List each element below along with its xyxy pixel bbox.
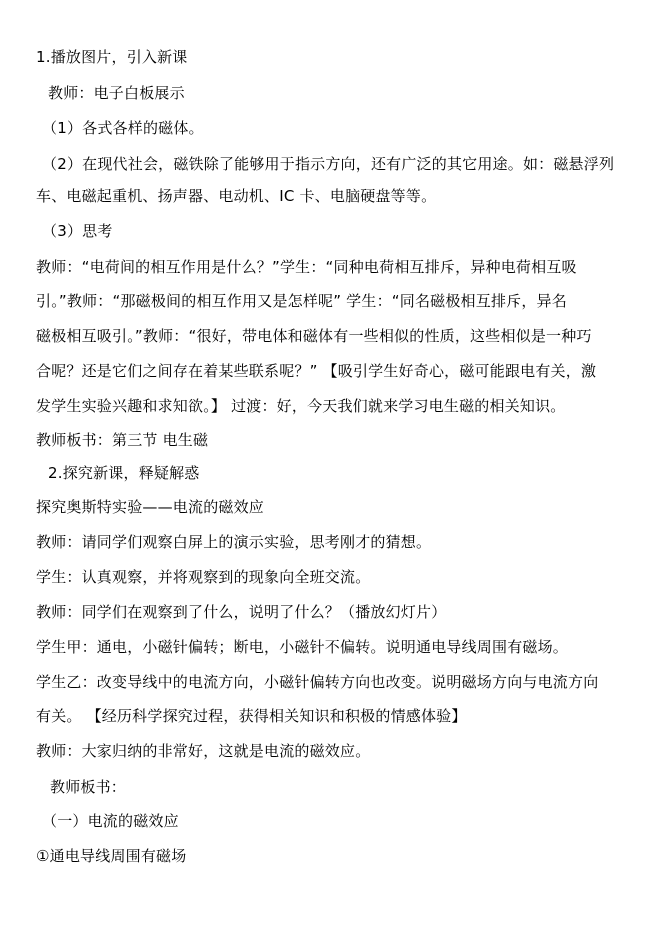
section-heading-2: 2.探究新课，释疑解惑 bbox=[48, 464, 200, 482]
paragraph-line: 学生：认真观察，并将观察到的现象向全班交流。 bbox=[36, 568, 371, 586]
list-item-circled-1: ①通电导线周围有磁场 bbox=[36, 847, 187, 865]
paragraph-line: 发学生实验兴趣和求知欲。】 过渡：好，今天我们就来学习电生磁的相关知识。 bbox=[36, 397, 566, 415]
paragraph-line: 有关。 【经历科学探究过程，获得相关知识和积极的情感体验】 bbox=[36, 707, 467, 725]
paragraph-line: 教师：大家归纳的非常好，这就是电流的磁效应。 bbox=[36, 742, 371, 760]
paragraph-line: 教师：“电荷间的相互作用是什么？”学生：“同种电荷相互排斥，异种电荷相互吸 bbox=[36, 258, 577, 276]
board-note: 教师板书：第三节 电生磁 bbox=[36, 431, 209, 449]
paragraph-line: 探究奥斯特实验——电流的磁效应 bbox=[36, 498, 265, 516]
list-item-2: （2）在现代社会，磁铁除了能够用于指示方向，还有广泛的其它用途。如：磁悬浮列 bbox=[42, 155, 615, 173]
paragraph-line: 学生乙：改变导线中的电流方向，小磁针偏转方向也改变。说明磁场方向与电流方向 bbox=[36, 673, 599, 691]
paragraph-line: 引。”教师：“那磁极间的相互作用又是怎样呢” 学生：“同名磁极相互排斥，异名 bbox=[36, 292, 567, 310]
paragraph-line: 学生甲：通电，小磁针偏转；断电，小磁针不偏转。说明通电导线周围有磁场。 bbox=[36, 638, 569, 656]
paragraph-line: 车、电磁起重机、扬声器、电动机、IC 卡、电脑硬盘等等。 bbox=[36, 187, 437, 205]
subsection-heading: （一）电流的磁效应 bbox=[42, 812, 179, 830]
list-item-1: （1）各式各样的磁体。 bbox=[42, 119, 204, 137]
list-item-3: （3）思考 bbox=[42, 222, 113, 240]
board-note: 教师板书： bbox=[50, 778, 127, 796]
paragraph-line: 磁极相互吸引。”教师：“很好，带电体和磁体有一些相似的性质，这些相似是一种巧 bbox=[36, 327, 592, 345]
paragraph-line: 教师：同学们在观察到了什么，说明了什么？（播放幻灯片） bbox=[36, 603, 447, 621]
paragraph-line: 合呢？还是它们之间存在着某些联系呢？” 【吸引学生好奇心，磁可能跟电有关，激 bbox=[36, 362, 597, 380]
section-heading-1: 1.播放图片，引入新课 bbox=[36, 48, 188, 66]
paragraph-line: 教师：电子白板展示 bbox=[48, 84, 185, 102]
paragraph-line: 教师：请同学们观察白屏上的演示实验，思考刚才的猜想。 bbox=[36, 533, 432, 551]
